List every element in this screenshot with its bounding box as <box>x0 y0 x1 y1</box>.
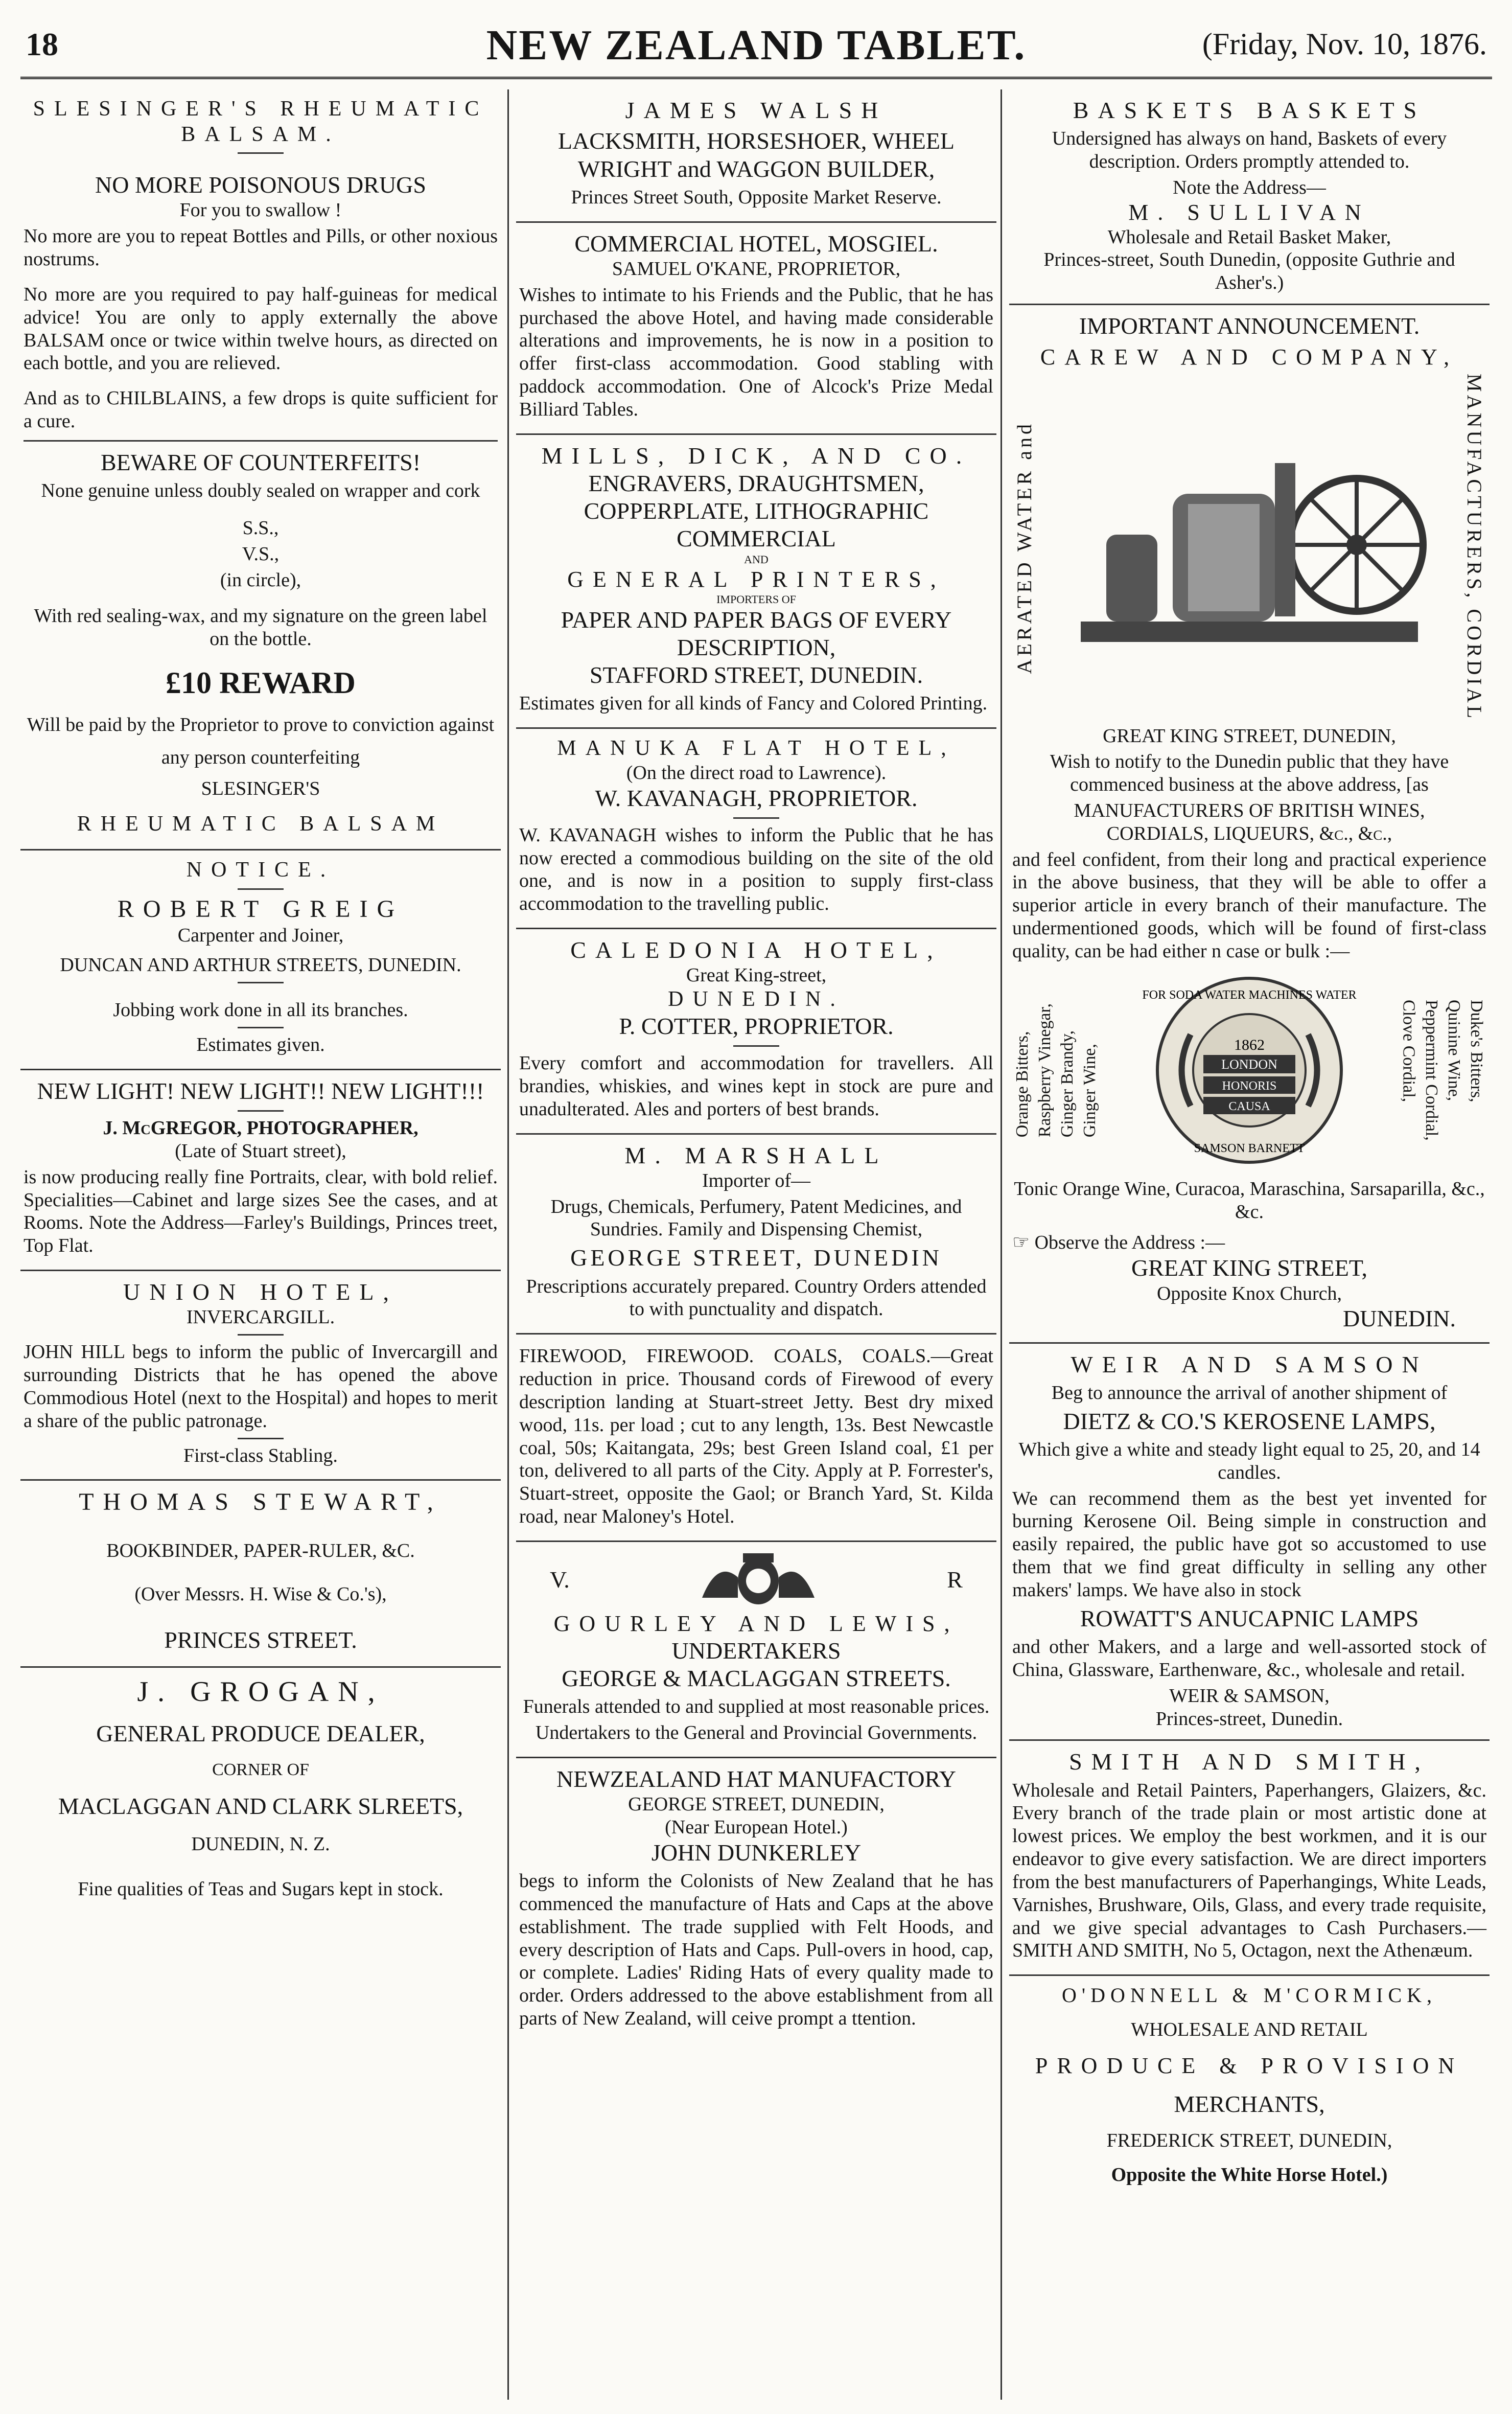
ad-text: None genuine unless doubly sealed on wrapper and cork <box>41 480 480 502</box>
ad-title: WEIR AND SAMSON <box>1071 1351 1428 1377</box>
divider <box>238 1334 284 1336</box>
observe-line <box>1012 1231 1486 1254</box>
ad-smith <box>1009 1741 1490 1976</box>
ad-text: Wish to notify to the Dunedin public that they have commenced business at the above address, [as <box>1050 751 1449 796</box>
ad-text: Note the Address— <box>1173 176 1326 198</box>
product-item: Ginger Brandy, <box>1058 1030 1077 1137</box>
ad-text: Fine qualities of Teas and Sugars kept in stock. <box>78 1878 444 1900</box>
ad-caledonia <box>516 929 996 1134</box>
ad-text: Which give a white and steady light equal to 25, 20, and 14 candles. <box>1018 1439 1480 1483</box>
ad-text: Will be paid by the Proprietor to prove to conviction against any person counterfeiting <box>27 714 495 769</box>
column-rule <box>1001 89 1002 2400</box>
ad-text: and feel confident, from their long and practical experience in the above business, that they will be able to offer a superior article in every branch of their manufacture. The undermentioned goods, which will be found of first-class quality, can be had either n case or bulk :— <box>1012 848 1486 962</box>
machinery-illustration-row <box>1012 374 1486 721</box>
ad-manuka <box>516 729 996 929</box>
ad-text: ENGRAVERS, DRAUGHTSMEN, <box>588 470 924 496</box>
ad-marshall <box>516 1135 996 1335</box>
ad-stewart <box>20 1481 501 1668</box>
product-list-left <box>1012 1003 1100 1137</box>
masthead-rule <box>20 77 1492 79</box>
ad-text: (Over Messrs. H. Wise & Co.'s), <box>134 1583 387 1605</box>
ad-text: CORDIALS, LIQUEURS, &c., &c., <box>1106 822 1392 844</box>
side-label-left: AERATED WATER and <box>1013 421 1036 674</box>
ad-text: Observe the Address :— <box>1034 1232 1225 1254</box>
ad-text: SAMUEL O'KANE, PROPRIETOR, <box>612 258 901 280</box>
divider <box>238 152 284 154</box>
product-item: Quinine Wine, <box>1444 999 1463 1101</box>
ad-text: Estimates given for all kinds of Fancy and Colored Printing. <box>519 693 988 715</box>
masthead <box>20 20 1492 82</box>
ad-title: BASKETS BASKETS <box>1073 97 1426 123</box>
ad-text: Wholesale and Retail Basket Maker, <box>1107 226 1391 248</box>
divider <box>238 888 284 890</box>
ad-mcgregor <box>20 1070 501 1271</box>
ad-text: M. SULLIVAN <box>1128 199 1370 225</box>
ad-title: COMMERCIAL HOTEL, MOSGIEL. <box>574 230 938 257</box>
ad-text: PRINCES STREET. <box>164 1626 357 1653</box>
product-item: Ginger Wine, <box>1080 1043 1100 1137</box>
ad-text: For you to swallow ! <box>179 199 342 221</box>
ad-odonnell <box>1009 1976 1490 2199</box>
royal-cypher-r: R <box>947 1566 963 1593</box>
ad-title: MILLS, DICK, AND CO. <box>541 442 971 469</box>
page-number: 18 <box>26 26 58 62</box>
ad-text: COMMERCIAL <box>677 525 836 552</box>
ad-text: Princes-street, Dunedin. <box>1155 1708 1343 1730</box>
royal-coat-of-arms-icon <box>682 1549 835 1611</box>
medal-city: LONDON <box>1221 1056 1277 1072</box>
product-item: Duke's Bitters, <box>1467 999 1486 1102</box>
ad-text: No more are you to repeat Bottles and Pills, or other noxious nostrums. <box>24 225 498 270</box>
ad-text: Opposite Knox Church, <box>1156 1282 1342 1304</box>
royal-cypher-v: V. <box>550 1566 570 1593</box>
ad-text: LACKSMITH, HORSESHOER, WHEEL WRIGHT and WAGGON BUILDER, <box>557 128 955 182</box>
column-3 <box>1009 89 1490 2400</box>
product-item: Peppermint Cordial, <box>1422 999 1441 1141</box>
ad-text: Importer of— <box>702 1169 811 1191</box>
ad-text: Beg to announce the arrival of another shipment of <box>1051 1382 1448 1404</box>
ad-text: (Near European Hotel.) <box>665 1817 848 1838</box>
ad-text: P. COTTER, PROPRIETOR. <box>619 1013 894 1039</box>
medal-inscription-top: FOR SODA WATER MACHINES WATER <box>1142 988 1357 1002</box>
product-item: Orange Bitters, <box>1013 1031 1032 1137</box>
ad-text: and other Makers, and a large and well-assorted stock of China, Glassware, Earthenware, &c., wholesale and retail. <box>1012 1636 1486 1681</box>
side-label-right: MANUFACTURERS, CORDIAL <box>1463 374 1486 722</box>
ad-title: CALEDONIA HOTEL, <box>570 937 942 963</box>
ad-title: BALSAM. <box>181 122 340 146</box>
ad-text: DUNEDIN. <box>1342 1305 1456 1332</box>
ad-text: Opposite the White Horse Hotel.) <box>1111 2164 1388 2186</box>
ad-text: Carpenter and Joiner, <box>177 924 344 946</box>
ad-text: Prescriptions accurately prepared. Country Orders attended to with punctuality and dispatch. <box>526 1275 987 1320</box>
ad-text: (Late of Stuart street), <box>175 1140 346 1162</box>
divider <box>733 817 779 819</box>
ad-carew <box>1009 305 1490 1344</box>
ad-text: DUNEDIN, N. Z. <box>191 1833 330 1855</box>
ad-mills-dick <box>516 435 996 729</box>
ad-text: Undersigned has always on hand, Baskets of every description. Orders promptly attended to. <box>1052 128 1447 173</box>
ad-text: CORNER OF <box>212 1760 309 1780</box>
ad-text: And as to CHILBLAINS, a few drops is quite sufficient for a cure. <box>24 387 498 432</box>
ad-text: We can recommend them as the best yet invented for burning Kerosene Oil. Being simple in construction and easily repaired, the public have got so accustomed to use them that we find great difficulty in selling any other makers' lamps. We have also in stock <box>1012 1487 1486 1601</box>
ad-title: JAMES WALSH <box>625 97 888 123</box>
divider <box>238 1027 284 1028</box>
ad-text: Undertakers to the General and Provincial Governments. <box>535 1722 978 1744</box>
ad-title: SLESINGER'S RHEUMATIC <box>33 97 489 121</box>
ad-text: GEORGE STREET, DUNEDIN <box>570 1245 942 1271</box>
ad-heading: BEWARE OF COUNTERFEITS! <box>100 449 421 475</box>
notice-heading: NOTICE. <box>186 858 335 882</box>
ad-heading: IMPORTANT ANNOUNCEMENT. <box>1079 313 1420 339</box>
ad-slesinger <box>20 89 501 850</box>
ad-text: GREAT KING STREET, DUNEDIN, <box>1103 725 1396 747</box>
ad-text: S.S., <box>242 517 279 539</box>
ad-firewood <box>516 1335 996 1542</box>
ad-text: Princes-street, South Dunedin, (opposite Guthrie and Asher's.) <box>1043 249 1455 294</box>
ad-text: INVERCARGILL. <box>186 1306 335 1328</box>
medal-honoris: HONORIS <box>1222 1079 1277 1093</box>
ad-text: MANUFACTURERS OF BRITISH WINES, <box>1074 800 1425 821</box>
ad-text: WHOLESALE AND RETAIL <box>1131 2019 1368 2041</box>
ad-text: V.S., <box>242 543 280 565</box>
ad-text: GEORGE STREET, DUNEDIN, <box>628 1794 885 1815</box>
ad-text: JOHN DUNKERLEY <box>651 1839 862 1866</box>
ad-text: W. KAVANAGH, PROPRIETOR. <box>595 785 918 811</box>
ad-text: DIETZ & CO.'S KEROSENE LAMPS, <box>1063 1408 1436 1434</box>
ad-title: O'DONNELL & M'CORMICK, <box>1061 1984 1437 2007</box>
column-1 <box>20 89 501 2400</box>
ad-text: AND <box>744 553 769 566</box>
ad-gourley <box>516 1542 996 1758</box>
ad-title: NEWZEALAND HAT MANUFACTORY <box>556 1765 956 1792</box>
ad-baskets <box>1009 89 1490 305</box>
medal-inscription-bottom: SAMSON BARNETT <box>1194 1141 1305 1155</box>
medal-year: 1862 <box>1234 1036 1265 1053</box>
ad-text: (in circle), <box>220 569 301 591</box>
ad-text: No more are you required to pay half-guineas for medical advice! You are only to apply externally the above BALSAM once or twice within twelve hours, as directed on each bottle, and you are relieved. <box>24 283 498 374</box>
ad-text: Princes Street South, Opposite Market Reserve. <box>571 186 942 208</box>
ad-text: Every comfort and accommodation for travellers. All brandies, whiskies, and wines kept in stock are pure and unadulterated. Ales and porters of best brands. <box>519 1052 993 1120</box>
ad-greig <box>20 850 501 1070</box>
ad-text: PAPER AND PAPER BAGS OF EVERY DESCRIPTION, <box>561 606 952 660</box>
ad-hat-manufactory <box>516 1758 996 2042</box>
ad-text: IMPORTERS OF <box>716 592 796 606</box>
ad-text: FIREWOOD, FIREWOOD. COALS, COALS.—Great reduction in price. Thousand cords of Firewood of every description landing at Stuart-street Jetty. Best dry mixed wood, 11s. per load ; cut to any length, 13s. Best Newcastle coal, 50s; Kaitangata, 29s; best Green Island coal, £1 per ton, delivered to all parts of the City. Apply at P. Forrester's, Stuart-street, opposite the Gaol; or Branch Yard, St. Kilda road, near Maloney's Hotel. <box>519 1345 993 1527</box>
ad-text: GENERAL PRINTERS, <box>567 566 945 592</box>
ad-title: ROBERT GREIG <box>117 895 404 923</box>
ad-text: RHEUMATIC BALSAM <box>77 812 445 836</box>
column-rule <box>507 89 509 2400</box>
royal-arms-row <box>519 1549 993 1611</box>
ad-text: SLESINGER'S <box>201 778 320 800</box>
ad-text: (On the direct road to Lawrence). <box>626 762 887 784</box>
exhibition-medal-icon <box>1142 968 1357 1172</box>
ad-text: PRODUCE & PROVISION <box>1035 2053 1464 2079</box>
ad-text: COPPERPLATE, LITHOGRAPHIC <box>584 498 929 524</box>
ad-text: MACLAGGAN AND CLARK SLREETS, <box>58 1793 463 1820</box>
ad-title: CAREW AND COMPANY, <box>1040 344 1459 370</box>
medal-causa: CAUSA <box>1228 1099 1270 1113</box>
ad-text: BOOKBINDER, PAPER-RULER, &C. <box>106 1539 415 1561</box>
ad-text: Great King-street, <box>686 964 827 986</box>
ad-text: begs to inform the Colonists of New Zealand that he has commenced the manufacture of Hats and Caps at the above establishment. The trade supplied with Felt Hoods, and every description of Hats and Caps. Pull-overs in hood, cap, or complete. Ladies' Riding Hats of every quality made to order. Orders addressed to the above establishment from all parts of New Zealand, will ceive prompt a ttention. <box>519 1870 993 2030</box>
ad-title: J. McGREGOR, PHOTOGRAPHER, <box>103 1117 418 1139</box>
ad-text: WEIR & SAMSON, <box>1169 1685 1330 1707</box>
ad-text: Wishes to intimate to his Friends and the Public, that he has purchased the above Hotel, and having made considerable alterations and improvements, he is now in a position to offer first-class accommodation. Good stabling with paddock accommodation. One of Alcock's Prize Medal Billiard Tables. <box>519 284 993 420</box>
ad-text: Tonic Orange Wine, Curacoa, Maraschina, Sarsaparilla, &c., &c. <box>1014 1178 1485 1223</box>
ad-title: THOMAS STEWART, <box>79 1488 443 1516</box>
ad-text: JOHN HILL begs to inform the public of Invercargill and surrounding Districts that he has opened the above Commodious Hotel (next to the Hospital) and hopes to merit a share of the public patronage. <box>24 1341 498 1432</box>
ad-text: DUNCAN AND ARTHUR STREETS, DUNEDIN. <box>60 954 461 976</box>
ad-text: GENERAL PRODUCE DEALER, <box>96 1720 425 1746</box>
medal-row <box>1012 968 1486 1172</box>
ad-walsh <box>516 89 996 223</box>
ad-text: STAFFORD STREET, DUNEDIN. <box>589 662 923 688</box>
ad-text: UNDERTAKERS <box>671 1637 841 1664</box>
ad-title: M. MARSHALL <box>624 1142 888 1168</box>
ad-title: SMITH AND SMITH, <box>1069 1749 1430 1775</box>
ad-text: ROWATT'S ANUCAPNIC LAMPS <box>1080 1605 1419 1631</box>
newspaper-title: NEW ZEALAND TABLET. <box>486 21 1027 69</box>
ad-title: MANUKA FLAT HOTEL, <box>557 737 956 761</box>
divider <box>238 1438 284 1439</box>
divider <box>238 1110 284 1112</box>
ad-heading: NEW LIGHT! NEW LIGHT!! NEW LIGHT!!! <box>37 1077 484 1104</box>
ad-union-hotel <box>20 1271 501 1481</box>
ad-text: Funerals attended to and supplied at most reasonable prices. <box>523 1696 990 1718</box>
ad-weir-samson <box>1009 1344 1490 1741</box>
ad-text: DUNEDIN. <box>668 987 845 1011</box>
ad-title: UNION HOTEL, <box>123 1279 398 1305</box>
ad-text: GEORGE & MACLAGGAN STREETS. <box>562 1665 951 1691</box>
ad-text: is now producing really fine Portraits, clear, with bold relief. Specialities—Cabinet and large sizes See the cases, and at Rooms. Note the Address—Farley's Buildings, Princes treet, Top Flat. <box>24 1166 498 1257</box>
product-item: Raspberry Vinegar, <box>1035 1003 1055 1137</box>
ad-text: Drugs, Chemicals, Perfumery, Patent Medicines, and Sundries. Family and Dispensing Chemist, <box>550 1195 962 1240</box>
ad-text: W. KAVANAGH wishes to inform the Public that he has now erected a commodious building on the site of the old one, and is now in a position to supply first-class accommodation to the travelling public. <box>519 824 993 915</box>
ad-heading: NO MORE POISONOUS DRUGS <box>95 172 426 198</box>
ad-text: MERCHANTS, <box>1174 2091 1325 2118</box>
ad-text: FREDERICK STREET, DUNEDIN, <box>1106 2130 1392 2152</box>
aerated-water-machine-illustration <box>1071 432 1428 662</box>
divider <box>238 982 284 983</box>
ad-title: J. GROGAN, <box>137 1675 384 1708</box>
ad-title: GOURLEY AND LEWIS, <box>553 1611 959 1636</box>
ad-text: Jobbing work done in all its branches. <box>113 999 408 1021</box>
ad-grogan <box>20 1668 501 1913</box>
column-2 <box>516 89 996 2400</box>
ad-text: With red sealing-wax, and my signature on the green label on the bottle. <box>34 605 487 650</box>
divider <box>733 1045 779 1047</box>
issue-date: (Friday, Nov. 10, 1876. <box>1202 27 1487 61</box>
ad-text: Estimates given. <box>196 1034 325 1056</box>
ad-text: Wholesale and Retail Painters, Paperhangers, Glaizers, &c. Every branch of the trade plain or most artistic done at lowest prices. We employ the best workmen, and it is our endeavor to give every satisfaction. We are direct importers from the best manufacturers of Paperhangings, White Leads, Varnishes, Brushware, Oils, Glass, and every trade requisite, and we give special advantages to Cash Purchasers.—SMITH AND SMITH, No 5, Octagon, next the Athenæum. <box>1012 1779 1486 1962</box>
product-item: Clove Cordial, <box>1399 999 1418 1102</box>
reward-heading: £10 REWARD <box>166 666 356 700</box>
ad-text: First-class Stabling. <box>183 1444 338 1466</box>
product-list-right <box>1399 1000 1486 1141</box>
pointing-hand-icon: ☞ <box>1012 1232 1030 1254</box>
ad-mosgiel <box>516 223 996 435</box>
ad-text: GREAT KING STREET, <box>1131 1255 1368 1281</box>
